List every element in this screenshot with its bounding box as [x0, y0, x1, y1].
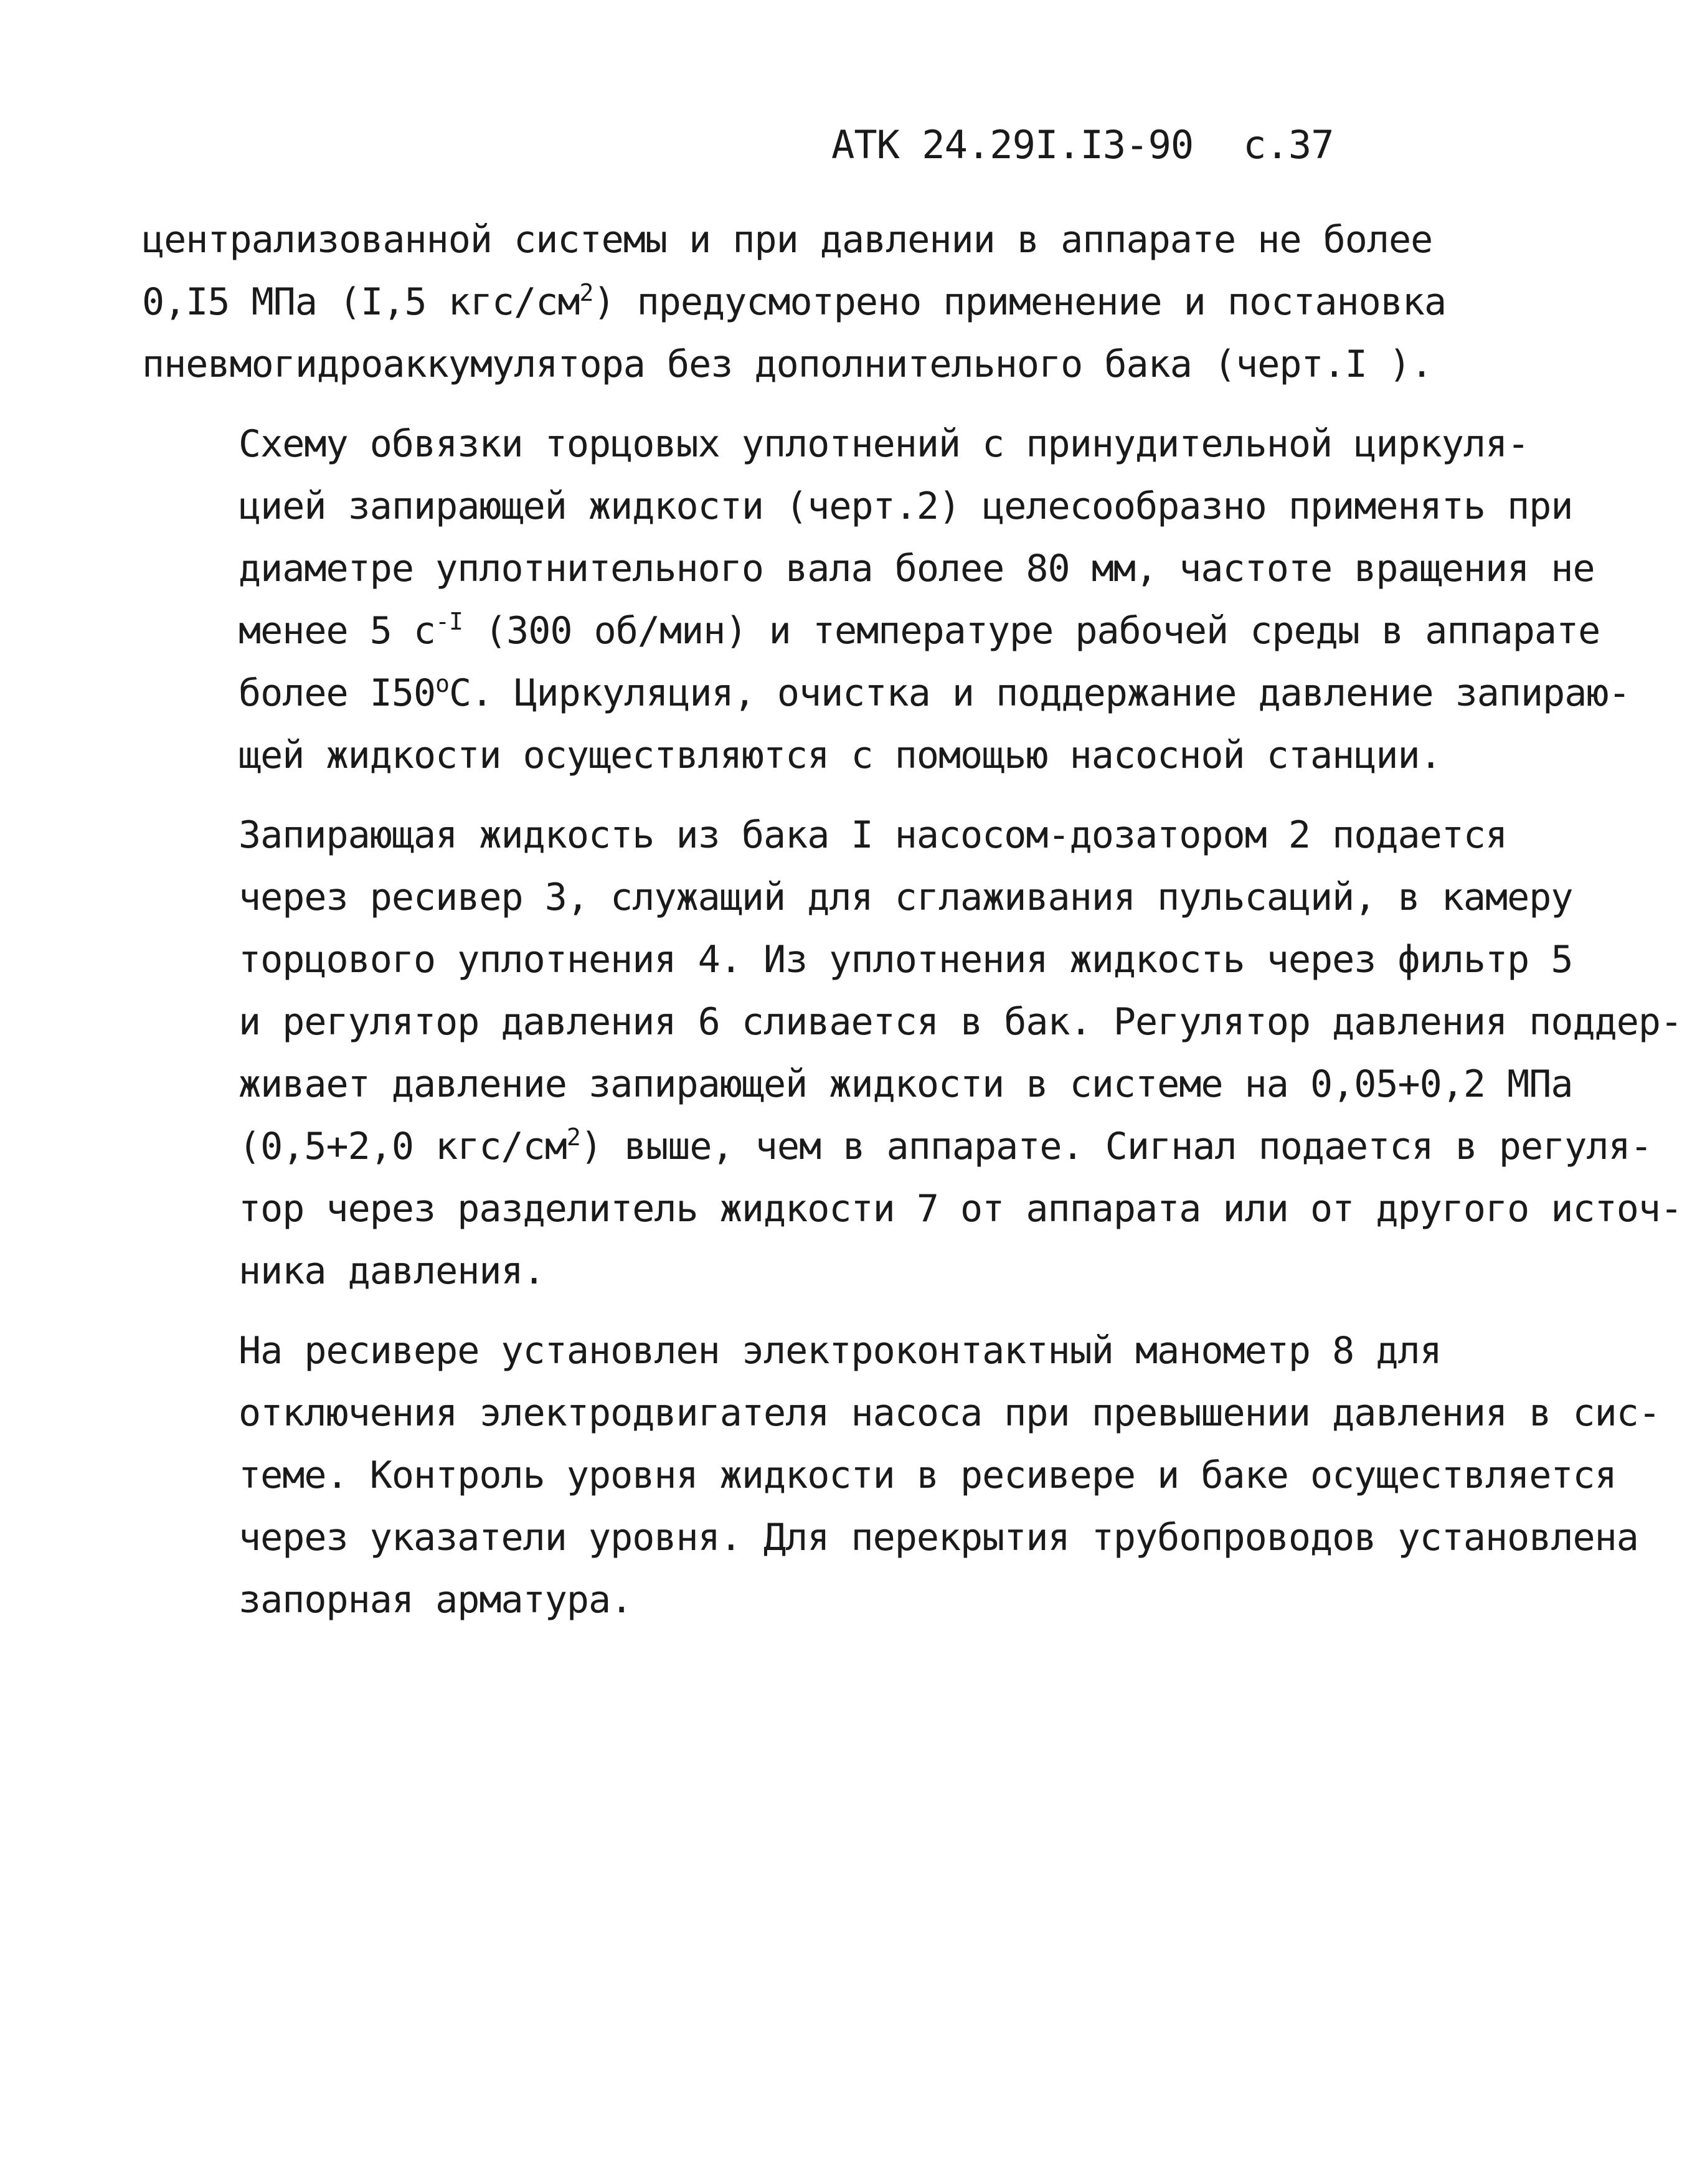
text-line [142, 1115, 1652, 1178]
line-text: теме. Контроль уровня жидкости в ресивере и баке осуществляется [239, 1454, 1617, 1497]
line-text: запорная арматура. [239, 1578, 633, 1622]
superscript: 2 [579, 279, 593, 306]
text-line [142, 724, 1442, 787]
text-line [142, 1320, 1442, 1382]
document-code: АТК 24.29I.I3-90 [831, 122, 1194, 168]
text-line [142, 333, 1431, 395]
line-text: торцового уплотнения 4. Из уплотнения жидкость через фильтр 5 [239, 938, 1573, 981]
line-text-continued: (300 об/мин) и температуре рабочей среды в аппарате [462, 609, 1600, 653]
line-text: отключения электродвигателя насоса при превышении давления в сис- [239, 1391, 1660, 1435]
line-text: диаметре уплотнительного вала более 80 мм, частоте вращения не [239, 547, 1595, 590]
text-line [142, 991, 1682, 1053]
text-line [142, 1178, 1682, 1240]
superscript: 2 [566, 1123, 580, 1151]
line-text: через ресивер 3, служащий для сглаживания пульсаций, в камеру [239, 876, 1573, 919]
line-text: На ресивере установлен электроконтактный манометр 8 для [239, 1329, 1442, 1373]
text-line [142, 1382, 1660, 1444]
line-text: Схему обвязки торцовых уплотнений с принудительной циркуля- [239, 422, 1529, 466]
text-line [142, 866, 1573, 929]
text-line [142, 1569, 1431, 1631]
line-text-continued: ) предусмотрено применение и постановка [593, 280, 1447, 324]
text-line [142, 209, 1431, 271]
line-text: тор через разделитель жидкости 7 от аппарата или от другого источ- [239, 1187, 1682, 1231]
line-text: и регулятор давления 6 сливается в бак. Регулятор давления поддер- [239, 1000, 1682, 1044]
line-text: ника давления. [239, 1249, 545, 1293]
line-text-continued: ) выше, чем в аппарате. Сигнал подается в регуля- [580, 1125, 1652, 1168]
line-text: щей жидкости осуществляются с помощью насосной станции. [239, 734, 1442, 777]
text-line [142, 600, 1600, 662]
text-line [142, 929, 1573, 991]
line-text: пневмогидроаккумулятора без дополнительного бака (черт.I ). [142, 343, 1433, 386]
text-line [142, 1444, 1617, 1506]
page-header [831, 122, 1334, 168]
paragraph [142, 804, 1682, 1302]
text-line [142, 271, 1447, 333]
paragraph [142, 413, 1630, 787]
text-line [142, 1053, 1573, 1115]
text-line [142, 1506, 1638, 1569]
line-text: через указатели уровня. Для перекрытия трубопроводов установлена [239, 1516, 1638, 1559]
text-line [142, 662, 1630, 724]
line-text: 0,I5 МПа (I,5 кгс/см [142, 280, 580, 324]
line-text: централизованной системы и при давлении в аппарате не более [142, 218, 1433, 262]
text-line [142, 1240, 1431, 1302]
line-text: (0,5+2,0 кгс/см [239, 1125, 567, 1168]
superscript: -I [435, 608, 463, 635]
text-line [142, 537, 1595, 600]
text-line [142, 804, 1508, 866]
line-text: менее 5 с [239, 609, 436, 653]
paragraph [142, 209, 1447, 395]
line-text: более I50 [239, 671, 436, 715]
page-number: с.37 [1243, 122, 1334, 168]
line-text: цией запирающей жидкости (черт.2) целесообразно применять при [239, 485, 1573, 528]
superscript: о [435, 670, 449, 697]
paragraph [142, 1320, 1660, 1631]
text-line [142, 475, 1573, 537]
line-text-continued: С. Циркуляция, очистка и поддержание давление запираю- [449, 671, 1630, 715]
body-text [142, 209, 1682, 1648]
line-text: Запирающая жидкость из бака I насосом-дозатором 2 подается [239, 813, 1508, 857]
text-line [142, 413, 1529, 475]
line-text: живает давление запирающей жидкости в системе на 0,05+0,2 МПа [239, 1062, 1573, 1106]
